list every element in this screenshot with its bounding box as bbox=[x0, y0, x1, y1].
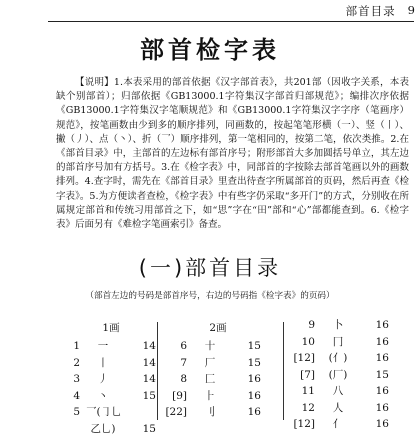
page-number: 9 bbox=[408, 3, 416, 21]
radical-number: [22] bbox=[163, 404, 187, 421]
radical-number: 6 bbox=[163, 338, 187, 355]
radical-row bbox=[291, 350, 401, 367]
radical-char: 丶 bbox=[86, 388, 120, 405]
radical-row bbox=[163, 388, 273, 405]
radical-row bbox=[56, 355, 166, 372]
running-head-title: 部首目录 bbox=[346, 3, 396, 21]
radical-char: 卜 bbox=[321, 317, 355, 334]
radical-row bbox=[56, 388, 166, 405]
radical-page: 16 bbox=[371, 334, 389, 351]
radical-char: 一 bbox=[86, 338, 120, 355]
radical-char: 匚 bbox=[193, 371, 227, 388]
radical-number: 12 bbox=[291, 400, 315, 417]
radical-number: [12] bbox=[291, 416, 315, 433]
radical-number: [12] bbox=[291, 350, 315, 367]
radical-page: 16 bbox=[371, 400, 389, 417]
radical-number: 4 bbox=[56, 388, 80, 405]
radical-char: 冂 bbox=[321, 334, 355, 351]
section-title: (一)部首目录 bbox=[0, 252, 420, 282]
radical-number: 10 bbox=[291, 334, 315, 351]
explanation-paragraph: 【说明】1.本表采用的部首依据《汉字部首表》，共201部（因收字关系，本表缺个别部首）；归部依据《GB13000.1字符集汉字部首归部规范》；编排次序依据《GB13000.1字符集汉字笔顺规范》和《GB13000.1字符集汉字字序（笔画序）规范》，按笔画数由少到多的顺序排列，同画数的，按起笔笔形横（一）、竖（丨）、撇（丿）、点（丶）、折（乛）顺序排列，第一笔相同的，按第二笔，依次类推。2.在《部首目录》中，主部首的左边标有部首序号；附形部首大多加圆括号单立，其左边的部首序号加有方括号。3.在《检字表》中，同部首的字按除去部首笔画以外的画数排列。4.查字时，需先在《部首目录》里查出待查字所属部首的页码，然后再查《检字表》。5.为方便读者查检，《检字表》中有些字仍采取“多开门”的方式，分别收在所属规定部首和传统习用部首之下，如“思”字在“田”部和“心”部都能查到。6.《检字表》后面另有《难检字笔画索引》备查。 bbox=[56, 76, 409, 232]
radical-row bbox=[291, 383, 401, 400]
radical-char: 丨 bbox=[86, 355, 120, 372]
radical-row bbox=[163, 404, 273, 421]
radical-page: 16 bbox=[371, 350, 389, 367]
radical-char: 十 bbox=[193, 338, 227, 355]
radical-row bbox=[291, 317, 401, 334]
radical-page: 14 bbox=[138, 371, 156, 388]
radical-char: 乙乚) bbox=[86, 421, 120, 437]
radical-row bbox=[56, 404, 166, 421]
radical-char: 厂 bbox=[193, 355, 227, 372]
radical-page: 16 bbox=[371, 317, 389, 334]
radical-page: 16 bbox=[243, 404, 261, 421]
radical-page: 15 bbox=[371, 367, 389, 384]
header-rule bbox=[48, 21, 414, 22]
radical-char: ⺊ bbox=[193, 388, 227, 405]
radical-char: 亻 bbox=[321, 416, 355, 433]
stroke-count-heading: 1画 bbox=[56, 318, 166, 338]
radical-page: 16 bbox=[371, 416, 389, 433]
radical-number: 1 bbox=[56, 338, 80, 355]
radical-row bbox=[163, 355, 273, 372]
radical-page: 16 bbox=[243, 371, 261, 388]
radical-column-2 bbox=[163, 318, 273, 421]
radical-number: 9 bbox=[291, 317, 315, 334]
radical-row bbox=[163, 338, 273, 355]
radical-number: 5 bbox=[56, 404, 80, 421]
radical-row bbox=[56, 338, 166, 355]
radical-column-3 bbox=[291, 317, 401, 433]
page-title: 部首检字表 bbox=[0, 30, 420, 65]
radical-page: 16 bbox=[243, 388, 261, 405]
radical-row bbox=[291, 400, 401, 417]
radical-number: 3 bbox=[56, 371, 80, 388]
section-subnote: （部首左边的号码是部首序号，右边的号码指《检字表》的页码） bbox=[0, 289, 420, 301]
radical-page: 15 bbox=[243, 338, 261, 355]
radical-number: 2 bbox=[56, 355, 80, 372]
radical-row bbox=[163, 371, 273, 388]
radical-char: 人 bbox=[321, 400, 355, 417]
radical-number: 11 bbox=[291, 383, 315, 400]
radical-char: 刂 bbox=[193, 404, 227, 421]
column-divider bbox=[283, 322, 284, 420]
radical-char: 丿 bbox=[86, 371, 120, 388]
radical-number: 8 bbox=[163, 371, 187, 388]
radical-row bbox=[291, 416, 401, 433]
radical-number: 7 bbox=[163, 355, 187, 372]
radical-char: (厂) bbox=[321, 367, 355, 384]
stroke-count-heading: 2画 bbox=[163, 318, 273, 338]
radical-row bbox=[291, 334, 401, 351]
radical-row bbox=[56, 421, 166, 437]
radical-char: 八 bbox=[321, 383, 355, 400]
radical-page: 15 bbox=[138, 388, 156, 405]
radical-column-1 bbox=[56, 318, 166, 437]
radical-page: 16 bbox=[371, 383, 389, 400]
radical-page: 14 bbox=[138, 355, 156, 372]
radical-page: 14 bbox=[138, 338, 156, 355]
running-head bbox=[346, 3, 416, 21]
radical-char: 乛(㇆乚 bbox=[86, 404, 120, 421]
radical-page: 15 bbox=[243, 355, 261, 372]
radical-char: (亻) bbox=[321, 350, 355, 367]
radical-number: [7] bbox=[291, 367, 315, 384]
column-divider bbox=[157, 322, 158, 420]
radical-row bbox=[56, 371, 166, 388]
radical-row bbox=[291, 367, 401, 384]
radical-number: [9] bbox=[163, 388, 187, 405]
radical-page: 15 bbox=[138, 421, 156, 437]
